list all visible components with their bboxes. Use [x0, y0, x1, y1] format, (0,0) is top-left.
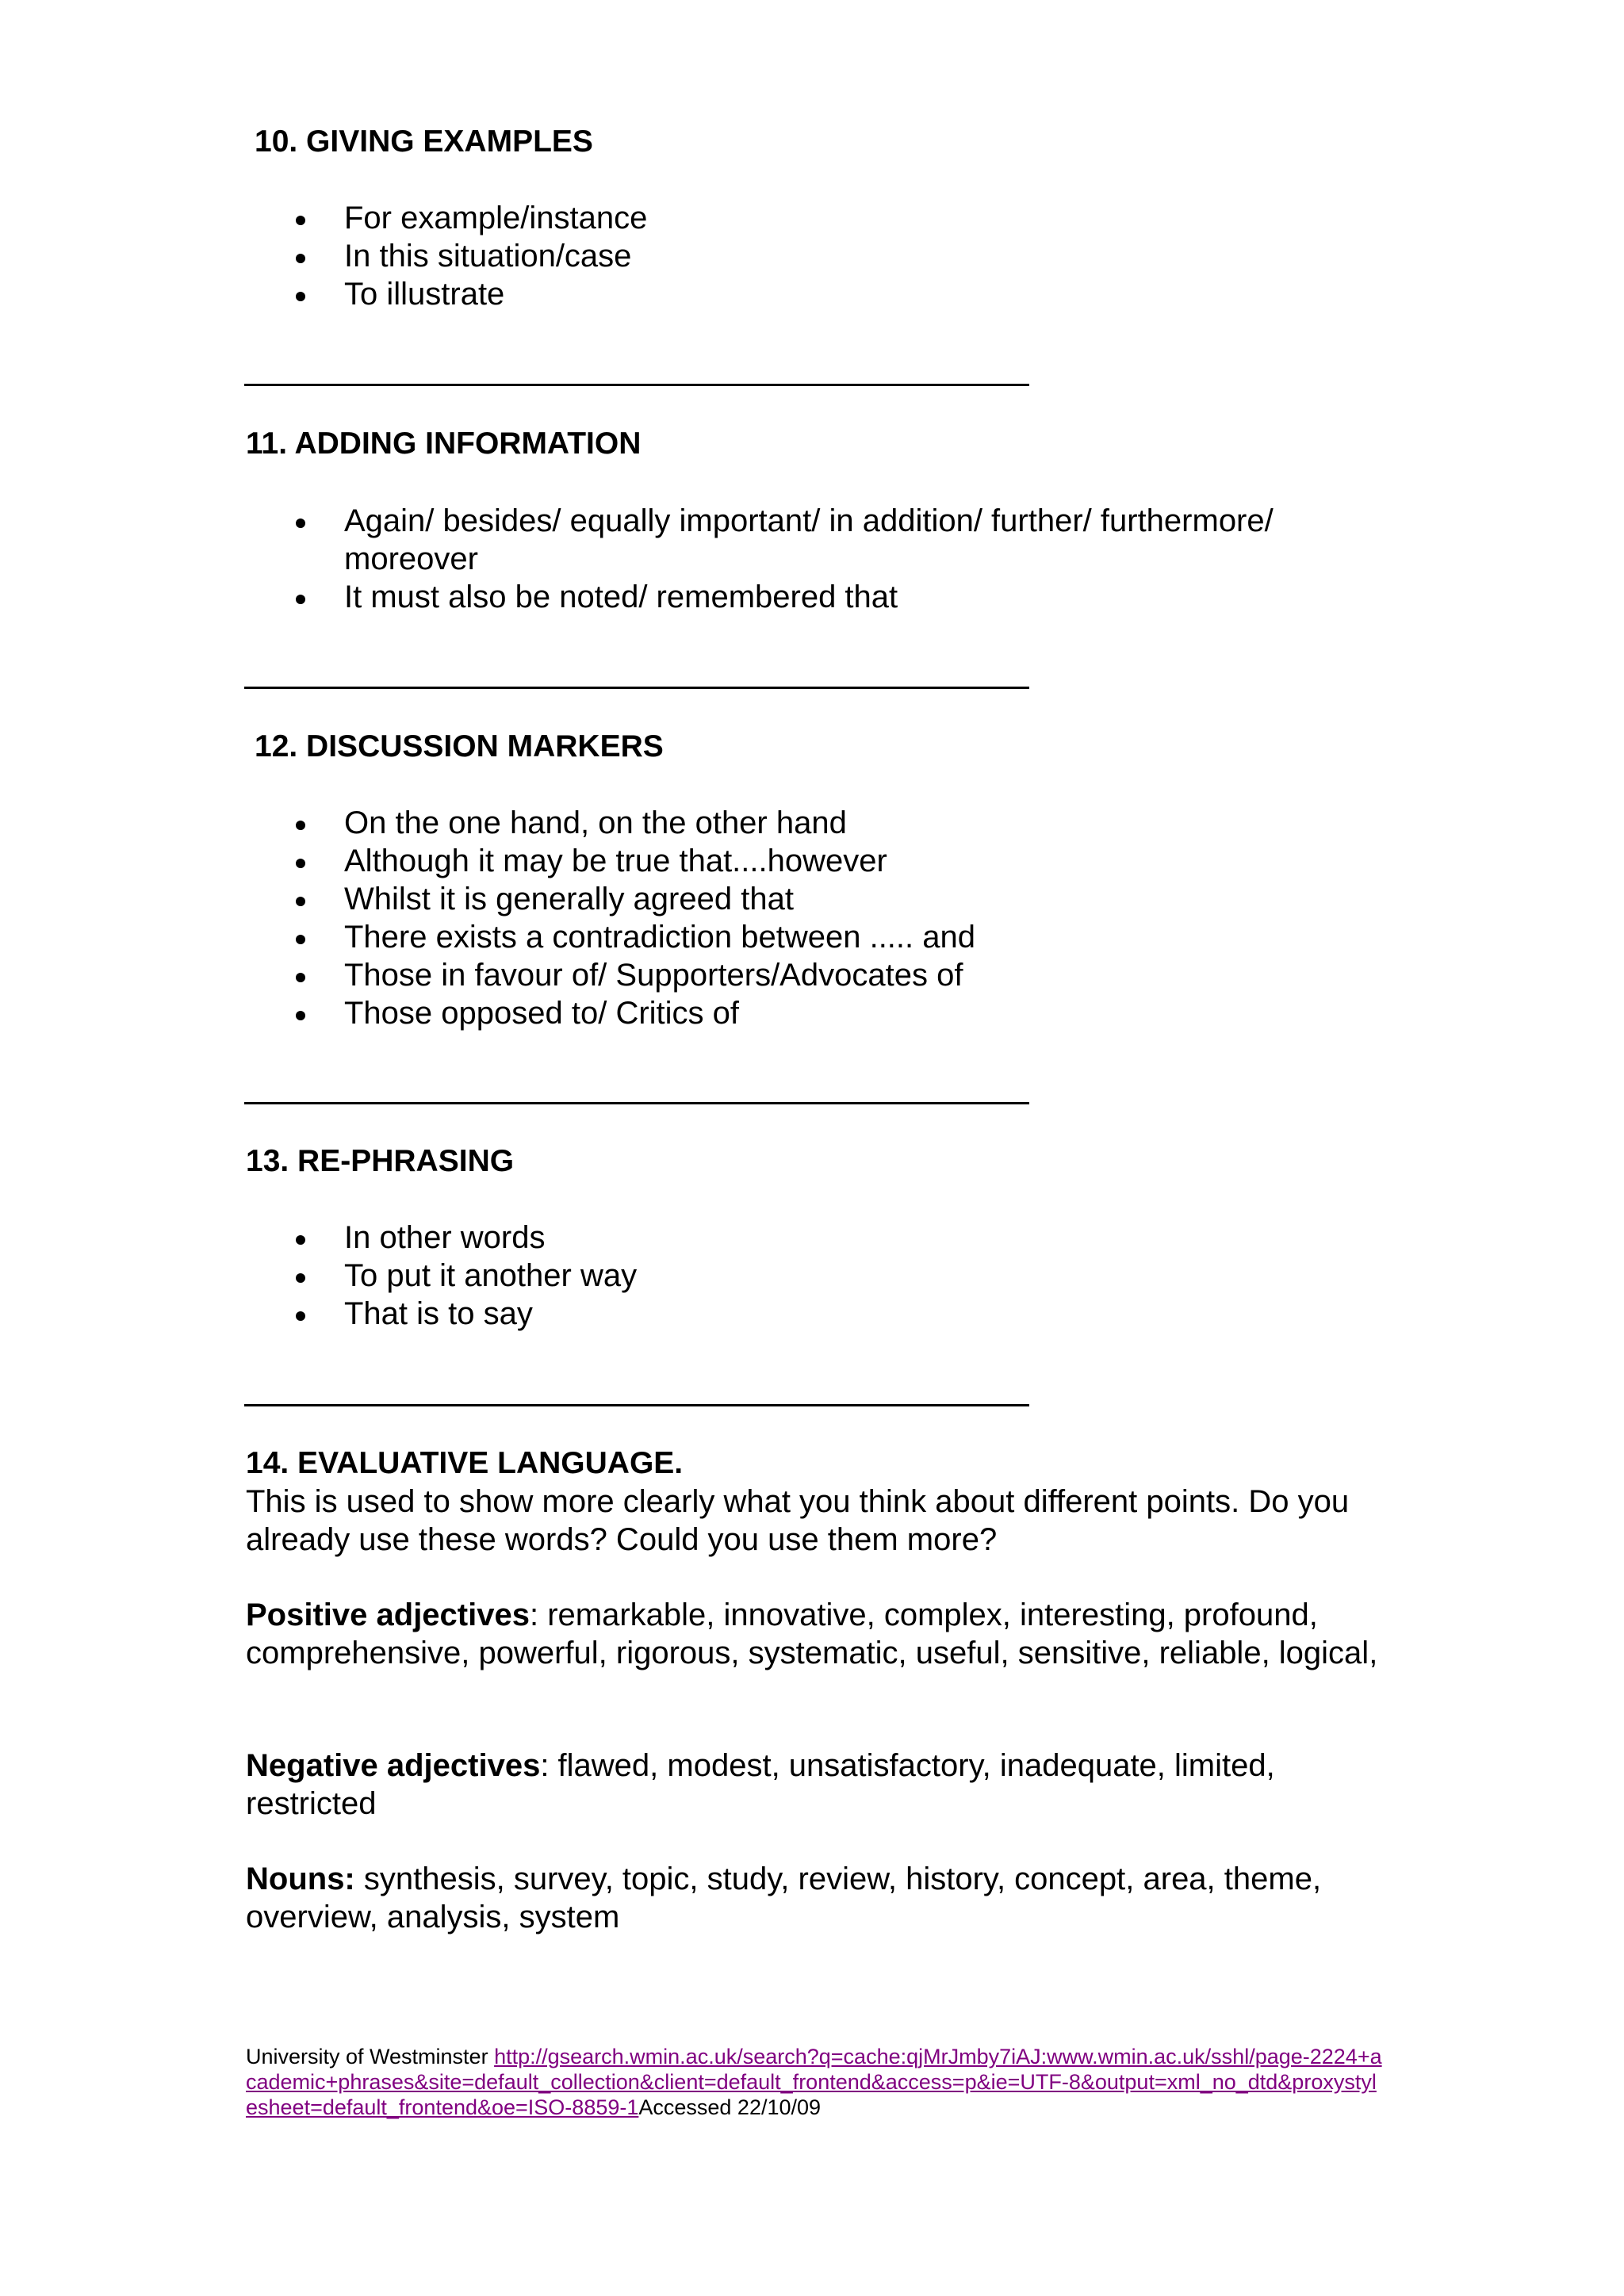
section-divider	[244, 384, 1029, 386]
list-item: Although it may be true that....however	[0, 842, 1375, 880]
bullet-icon	[296, 1273, 305, 1283]
list-item: To illustrate	[0, 275, 1375, 313]
list-item: Again/ besides/ equally important/ in addition/ further/ furthermore/ moreover	[0, 502, 1375, 578]
bullet-icon	[296, 935, 305, 944]
section-heading-evaluative-language: 14. EVALUATIVE LANGUAGE.	[246, 1446, 684, 1480]
list-re-phrasing	[0, 1219, 1375, 1333]
list-item: For example/instance	[0, 199, 1375, 237]
bullet-icon	[296, 821, 305, 830]
footer-source-name: University of Westminster	[246, 2045, 495, 2068]
list-item: In this situation/case	[0, 237, 1375, 275]
bullet-icon	[296, 519, 305, 528]
bullet-icon	[296, 292, 305, 301]
list-item: Those opposed to/ Critics of	[0, 994, 1375, 1032]
list-item: In other words	[0, 1219, 1375, 1257]
section-heading-re-phrasing: 13. RE-PHRASING	[246, 1144, 515, 1178]
section-heading-adding-information: 11. ADDING INFORMATION	[246, 427, 642, 461]
section-heading-giving-examples: 10. GIVING EXAMPLES	[255, 124, 593, 159]
bullet-icon	[296, 1311, 305, 1321]
evaluative-intro: This is used to show more clearly what you think about different points. Do you already use these words? Could you use them more?	[246, 1484, 1350, 1557]
list-item: That is to say	[0, 1295, 1375, 1333]
positive-adjectives-label: Positive adjectives	[246, 1598, 530, 1632]
list-item: Those in favour of/ Supporters/Advocates of	[0, 956, 1375, 994]
bullet-icon	[296, 254, 305, 263]
negative-adjectives-paragraph: Negative adjectives: flawed, modest, unsatisfactory, inadequate, limited, restricted	[246, 1748, 1275, 1821]
footer-accessed-date: Accessed 22/10/09	[638, 2095, 822, 2119]
nouns-paragraph	[246, 1860, 1380, 1936]
list-discussion-markers	[0, 804, 1375, 1032]
footer-source-link[interactable]: http://gsearch.wmin.ac.uk/search?q=cache:qjMrJmby7iAJ:www.wmin.ac.uk/sshl/page-2224+academic+phrases&site=default_collection&client=default_frontend&access=p&ie=UTF-8&output=xml_no_dtd&proxystylesheet=default_frontend&oe=ISO-8859-1	[246, 2045, 1382, 2119]
section-heading-discussion-markers: 12. DISCUSSION MARKERS	[255, 729, 664, 763]
list-giving-examples	[0, 199, 1375, 313]
list-item: On the one hand, on the other hand	[0, 804, 1375, 842]
bullet-icon	[296, 1235, 305, 1245]
list-item: Whilst it is generally agreed that	[0, 880, 1375, 918]
bullet-icon	[296, 1011, 305, 1020]
bullet-icon	[296, 897, 305, 906]
section-divider	[244, 687, 1029, 689]
nouns-text: synthesis, survey, topic, study, review, history, concept, area, theme, overview, analysis, system	[246, 1862, 1322, 1934]
negative-adjectives-label: Negative adjectives	[246, 1748, 541, 1783]
positive-adjectives-text: remarkable, innovative, complex, interesting, profound, comprehensive, powerful, rigorous, systematic, useful, sensitive, reliable, logical,	[246, 1598, 1378, 1670]
bullet-icon	[296, 595, 305, 604]
list-item: It must also be noted/ remembered that	[0, 578, 1375, 616]
bullet-icon	[296, 973, 305, 982]
section-divider	[244, 1102, 1029, 1104]
section-divider	[244, 1404, 1029, 1406]
nouns-label: Nouns:	[246, 1862, 355, 1896]
source-footer	[246, 2044, 1388, 2120]
list-item: To put it another way	[0, 1257, 1375, 1295]
bullet-icon	[296, 216, 305, 225]
bullet-icon	[296, 859, 305, 868]
list-item: There exists a contradiction between ..... and	[0, 918, 1375, 956]
negative-adjectives-text: flawed, modest, unsatisfactory, inadequate, limited, restricted	[246, 1748, 1275, 1821]
list-adding-information	[0, 502, 1375, 616]
positive-adjectives-paragraph: Positive adjectives: remarkable, innovative, complex, interesting, profound, comprehensive, powerful, rigorous, systematic, useful, sensitive, reliable, logical,	[246, 1598, 1378, 1670]
